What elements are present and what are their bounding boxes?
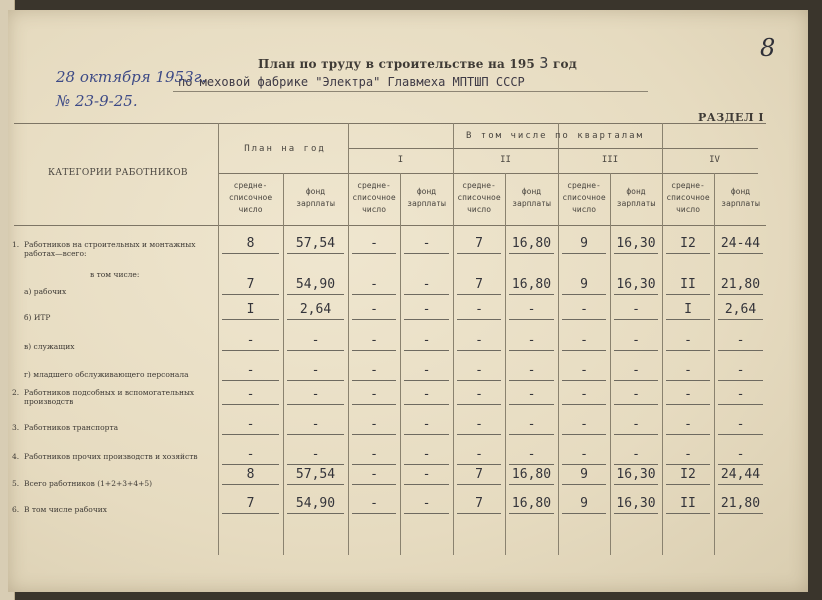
table-cell: 7 [246,496,255,511]
cell-underline [718,434,763,435]
cell-underline [666,404,710,405]
avg-count-header [662,180,714,216]
table-cell: - [632,417,640,432]
cell-underline [222,404,279,405]
table-cell: - [422,302,431,317]
table-cell: - [684,447,692,462]
header-line: число [466,205,492,214]
row-number: 3. [12,423,20,432]
table-cell: - [580,302,588,317]
cell-underline [404,464,449,465]
plan-year-header: План на год [244,144,326,154]
cell-underline [562,350,606,351]
row-label [24,287,214,296]
table-cell: 9 [580,467,588,482]
cell-underline [457,434,501,435]
wage-fund-header [400,186,453,210]
cell-underline [404,253,449,254]
row-label-line: производств [24,397,74,406]
handwritten-date: 28 октября 1953г. [56,68,206,86]
row-label [24,313,214,322]
table-cell: I [246,302,255,317]
row-label-line: Работников транспорта [24,423,119,432]
cell-underline [509,253,554,254]
cell-underline [457,404,501,405]
table-cell: 16,80 [511,277,552,292]
table-cell: - [684,417,692,432]
document-title: План по труду в строительстве на 195 3 год [258,54,577,72]
cell-underline [457,513,501,514]
subtitle-underline [173,91,648,92]
table-cell: - [632,447,640,462]
cell-underline [222,380,279,381]
subheader-divider [218,173,758,174]
cell-underline [562,380,606,381]
table-cell: 54,90 [295,496,336,511]
cell-underline [562,434,606,435]
cell-underline [509,294,554,295]
cell-underline [562,253,606,254]
table-cell: II [680,277,696,292]
cell-underline [222,513,279,514]
header-line: средне- [357,181,391,190]
row-label [24,423,214,432]
cell-underline [718,319,763,320]
table-cell: - [475,302,483,317]
cell-underline [352,380,396,381]
header-line: число [675,205,701,214]
table-cell: I [684,302,692,317]
cell-underline [718,404,763,405]
header-line: фонд [626,187,646,196]
table-cell: 16,80 [511,496,552,511]
cell-underline [718,513,763,514]
table-cell: - [580,447,588,462]
cell-underline [457,484,501,485]
table-cell: I2 [680,467,696,482]
table-cell: - [370,467,378,482]
cell-underline [614,253,658,254]
table-cell: 54,90 [295,277,336,292]
table-cell: - [580,363,588,378]
row-label [24,452,214,461]
cell-underline [457,319,501,320]
table-cell: 21,80 [720,277,761,292]
cell-underline [352,294,396,295]
row-number: 6. [12,505,20,514]
table-cell: - [736,387,745,402]
cell-underline [287,484,344,485]
header-line: фонд [521,187,542,196]
table-cell: 7 [475,467,483,482]
cell-underline [562,513,606,514]
row-label [24,388,214,406]
header-line: зарплаты [407,199,446,208]
avg-count-header [348,180,400,216]
quarter-label: III [601,155,619,165]
avg-count-header [558,180,610,216]
cell-underline [509,434,554,435]
table-cell: - [370,417,378,432]
quarter-label: IV [709,155,720,165]
table-cell: - [246,333,255,348]
cell-underline [457,294,501,295]
table-cell: II [680,496,696,511]
table-cell: - [475,387,483,402]
table-cell: I2 [680,236,696,251]
table-cell: - [370,236,378,251]
cell-underline [666,350,710,351]
row-number: 4. [12,452,20,461]
cell-underline [509,319,554,320]
cell-underline [222,350,279,351]
table-cell: - [527,302,536,317]
table-cell: - [422,467,431,482]
cell-underline [404,319,449,320]
cell-underline [509,350,554,351]
table-cell: - [736,363,745,378]
cell-underline [352,513,396,514]
cell-underline [562,294,606,295]
row-label [24,505,214,514]
wage-fund-header [505,186,558,210]
row-number: 2. [12,388,20,397]
row-label [24,370,214,379]
table-cell: - [422,277,431,292]
cell-underline [287,404,344,405]
header-line: списочное [562,193,606,202]
table-cell: 16,30 [616,277,656,292]
cell-underline [562,484,606,485]
header-line: фонд [416,187,437,196]
table-cell: - [632,363,640,378]
cell-underline [287,350,344,351]
table-cell: - [422,333,431,348]
cell-underline [614,380,658,381]
cell-underline [287,464,344,465]
table-cell: - [632,387,640,402]
table-cell: - [370,447,378,462]
row-label-line: работах—всего: [24,249,87,258]
table-cell: - [422,496,431,511]
row-label-line: Работников на строительных и монтажных [24,240,196,249]
table-cell: - [311,333,320,348]
table-cell: - [422,236,431,251]
handwritten-page-number: 8 [760,34,776,62]
table-cell: 16,80 [511,236,552,251]
table-cell: 7 [475,236,483,251]
row-label [24,240,214,258]
row-number: 1. [12,240,20,249]
header-line: фонд [730,187,751,196]
table-cell: - [684,363,692,378]
table-cell: 2,64 [299,302,332,317]
quarter-label: I [397,155,404,165]
cell-underline [404,484,449,485]
table-cell: - [370,363,378,378]
table-cell: 8 [246,236,255,251]
table-cell: - [422,417,431,432]
cell-underline [718,253,763,254]
cell-underline [457,253,501,254]
row-label [24,342,214,351]
table-cell: - [527,387,536,402]
header-line: число [238,205,263,214]
cell-underline [352,319,396,320]
table-cell: 57,54 [295,467,336,482]
table-cell: 24-44 [720,236,761,251]
table-cell: - [632,302,640,317]
header-line: списочное [666,193,710,202]
header-line: списочное [352,193,396,202]
cell-underline [718,380,763,381]
cell-underline [352,464,396,465]
cell-underline [287,380,344,381]
cell-underline [222,484,279,485]
cell-underline [666,434,710,435]
cell-underline [509,464,554,465]
table-cell: - [311,387,320,402]
table-cell: - [246,387,255,402]
cell-underline [666,464,710,465]
table-cell: - [370,496,378,511]
table-cell: 16,30 [616,467,656,482]
cell-underline [718,484,763,485]
header-line: средне- [671,181,705,190]
cell-underline [222,253,279,254]
table-cell: - [580,333,588,348]
row-label-line: г) младшего обслуживающего персонала [24,370,189,379]
row-number: 5. [12,479,20,488]
cell-underline [287,434,344,435]
categories-header: КАТЕГОРИИ РАБОТНИКОВ [48,168,188,178]
cell-underline [666,253,710,254]
wage-fund-header [714,186,767,210]
cell-underline [404,350,449,351]
table-cell: 21,80 [720,496,761,511]
cell-underline [287,319,344,320]
header-line: средне- [462,181,496,190]
cell-underline [352,484,396,485]
cell-underline [404,380,449,381]
cell-underline [509,380,554,381]
section-label: РАЗДЕЛ I [698,111,765,124]
cell-underline [287,253,344,254]
cell-underline [287,294,344,295]
table-cell: - [370,333,378,348]
table-top-border [14,123,766,124]
table-cell: - [684,387,692,402]
table-cell: 8 [246,467,255,482]
table-cell: - [422,447,431,462]
header-line: зарплаты [721,199,760,208]
cell-underline [666,380,710,381]
cell-underline [404,513,449,514]
header-line: фонд [305,187,326,196]
cell-underline [718,350,763,351]
cell-underline [614,513,658,514]
cell-underline [457,464,501,465]
table-cell: - [311,417,320,432]
table-cell: - [246,363,255,378]
table-cell: 16,80 [511,467,552,482]
cell-underline [614,350,658,351]
quarters-header: В том числе по кварталам [465,131,645,141]
table-cell: - [370,387,378,402]
table-cell: - [246,447,255,462]
cell-underline [666,319,710,320]
table-cell: - [370,277,378,292]
row-label-line: в) служащих [24,342,75,351]
cell-underline [352,404,396,405]
cell-underline [614,294,658,295]
row-label-line: а) рабочих [24,287,67,296]
table-cell: - [580,387,588,402]
cell-underline [509,484,554,485]
cell-underline [509,404,554,405]
table-cell: 9 [580,496,588,511]
table-cell: - [311,447,320,462]
cell-underline [562,319,606,320]
cell-underline [287,513,344,514]
row-label [24,479,214,488]
cell-underline [718,294,763,295]
cell-underline [614,464,658,465]
table-cell: - [422,387,431,402]
cell-underline [562,464,606,465]
cell-underline [614,404,658,405]
table-cell: - [684,333,692,348]
header-line: зарплаты [296,199,335,208]
quarters-divider [348,148,758,149]
table-cell: 7 [246,277,255,292]
header-line: средне- [233,181,268,190]
table-cell: 16,30 [616,496,656,511]
cell-underline [404,294,449,295]
document-subtitle: по меховой фабрике "Электра" Главмеха МПТШП СССР [178,75,525,89]
cell-underline [666,513,710,514]
header-line: средне- [567,181,601,190]
cell-underline [509,513,554,514]
row-label-line: Всего работников (1+2+3+4+5) [24,479,153,488]
table-cell: 9 [580,236,588,251]
row-label-line: б) ИТР [24,313,51,322]
table-cell: 16,30 [616,236,656,251]
table-cell: - [475,333,483,348]
table-cell: - [632,333,640,348]
header-bottom-border [14,225,766,226]
cell-underline [666,484,710,485]
cell-underline [222,434,279,435]
avg-count-header [218,180,283,216]
table-cell: 7 [475,277,483,292]
table-cell: - [736,447,745,462]
table-cell: 7 [475,496,483,511]
row-label-line: В том числе рабочих [24,505,108,514]
cell-underline [352,350,396,351]
cell-underline [222,319,279,320]
header-line: зарплаты [616,199,656,208]
cell-underline [614,434,658,435]
table-cell: - [475,447,483,462]
table-cell: 24,44 [720,467,761,482]
table-cell: 57,54 [295,236,336,251]
cell-underline [666,294,710,295]
cell-underline [222,294,279,295]
avg-count-header [453,180,505,216]
table-cell: - [311,363,320,378]
cell-underline [614,319,658,320]
table-cell: - [736,417,745,432]
table-cell: - [527,333,536,348]
quarter-label: II [500,155,511,165]
wage-fund-header [283,186,348,210]
cell-underline [222,464,279,465]
table-cell: - [475,363,483,378]
table-cell: - [736,333,745,348]
table-cell: 2,64 [724,302,757,317]
table-cell: - [422,363,431,378]
cell-underline [352,434,396,435]
wage-fund-header [610,186,662,210]
row-label-line: Работников подсобных и вспомогательных [24,388,195,397]
table-cell: - [246,417,255,432]
cell-underline [404,404,449,405]
header-line: списочное [228,193,273,202]
table-cell: - [527,447,536,462]
cell-underline [404,434,449,435]
table-cell: - [527,363,536,378]
row-label-line: Работников прочих производств и хозяйств [24,452,198,461]
cell-underline [562,404,606,405]
table-cell: - [370,302,378,317]
table-cell: - [580,417,588,432]
cell-underline [457,350,501,351]
table-cell: 9 [580,277,588,292]
header-line: списочное [457,193,501,202]
table-cell: - [475,417,483,432]
table-cell: - [527,417,536,432]
handwritten-number: № 23-9-25. [56,92,138,110]
header-line: зарплаты [512,199,551,208]
cell-underline [614,484,658,485]
cell-underline [718,464,763,465]
row-label-line: в том числе: [90,270,140,279]
cell-underline [352,253,396,254]
cell-underline [457,380,501,381]
header-line: число [361,205,387,214]
header-line: число [571,205,597,214]
